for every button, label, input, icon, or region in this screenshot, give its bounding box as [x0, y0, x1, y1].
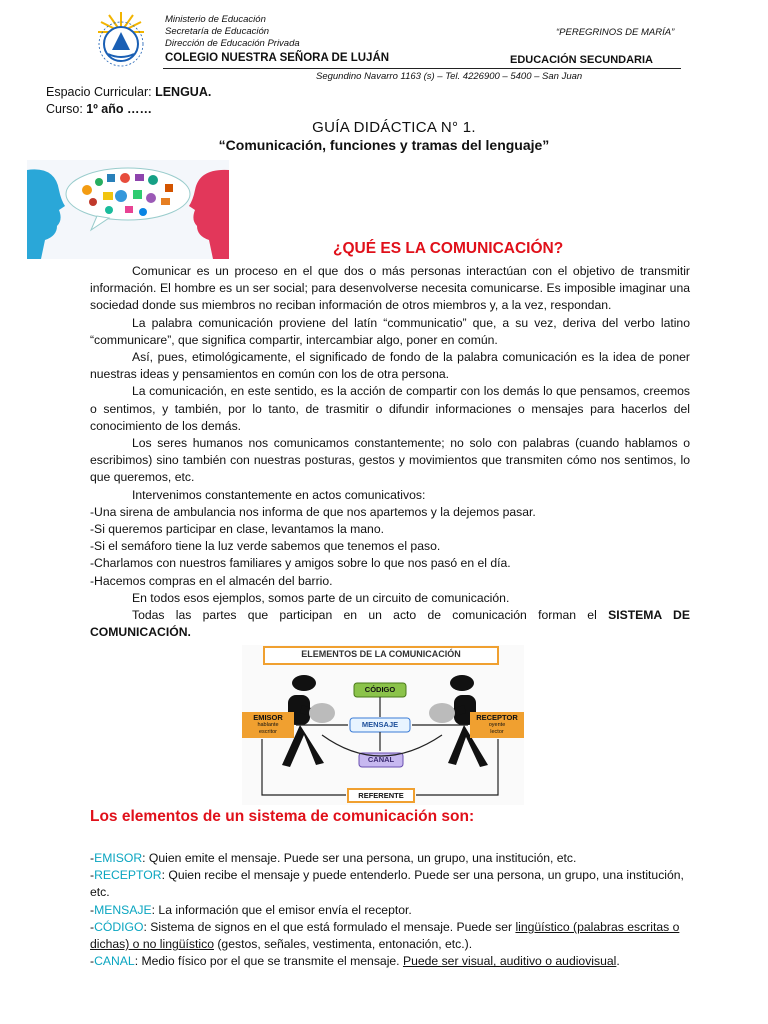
diagram-emisor-sub2: escritor — [258, 729, 278, 735]
element-underlined: Puede ser visual, auditivo o audiovisual — [402, 954, 617, 969]
paragraph-system-text: Todas las partes que participan en un acto de comunicación forman el — [132, 608, 609, 623]
guide-subtitle: “Comunicación, funciones y tramas del lenguaje” — [218, 137, 550, 153]
paragraph: La comunicación, en este sentido, es la acción de compartir con los demás lo que pensamos, creemos o sentimos, y también, por lo tanto, de trasmitir o difundir informaciones o mensajes para hacerlos del conocimiento de los demás. — [90, 384, 690, 433]
element-key: CÓDIGO — [94, 919, 144, 934]
element-text: : Quien recibe el mensaje y puede entenderlo. Puede ser una persona, un grupo, una institución, etc. — [90, 868, 684, 900]
header-school: COLEGIO NUESTRA SEÑORA DE LUJÁN — [165, 52, 390, 64]
section-heading-elements: Los elementos de un sistema de comunicación son: — [90, 808, 475, 825]
diagram-receptor: RECEPTOR — [476, 713, 518, 722]
communication-illustration — [27, 160, 229, 259]
element-codigo: -CÓDIGO: Sistema de signos en el que está formulado el mensaje. Puede ser lingüístico (palabras escritas o dichas) o no lingüístico (gestos, señales, vestimenta, entonación, etc.). — [90, 919, 680, 952]
header-address: Segundino Navarro 1163 (s) – Tel. 4226900 – 5400 – San Juan — [316, 71, 583, 82]
section1-body — [90, 263, 690, 641]
element-key: CANAL — [94, 954, 135, 969]
diagram-mensaje: MENSAJE — [361, 720, 399, 729]
paragraph: Así, pues, etimológicamente, el significado de fondo de la palabra comunicación es la idea de poner nuestras ideas y pensamientos en común con los de otra persona. — [90, 350, 690, 382]
list-item: -Una sirena de ambulancia nos informa de que nos apartemos y la dejemos pasar. — [90, 504, 536, 519]
element-text: : Sistema de signos en el que está formulado el mensaje. Puede ser — [143, 919, 516, 934]
paragraph: En todos esos ejemplos, somos parte de un circuito de comunicación. — [132, 590, 510, 605]
list-item: -Charlamos con nuestros familiares y amigos sobre lo que nos pasó en el día. — [90, 556, 511, 571]
element-text: : Medio físico por el que se transmite el mensaje. — [134, 954, 403, 969]
element-text: : La información que el emisor envía el receptor. — [151, 902, 412, 917]
diagram-emisor-sub1: hablante — [257, 722, 279, 728]
diagram-canal: CANAL — [367, 755, 395, 764]
element-mensaje: -MENSAJE: La información que el emisor envía el receptor. — [90, 902, 412, 917]
header-motto: “PEREGRINOS DE MARÍA” — [556, 27, 675, 38]
list-item: -Si el semáforo tiene la luz verde sabemos que tenemos el paso. — [90, 539, 441, 554]
paragraph-system — [90, 607, 690, 641]
paragraph: Comunicar es un proceso en el que dos o más personas interactúan con el objetivo de transmitir información. El hombre es un ser social; para desenvolverse necesita comunicarse. Es imposible imaginar una sociedad donde sus miembros no reciban información de otros miembros y, a la vez, respondan. — [90, 264, 690, 313]
element-text-tail: . — [616, 954, 620, 969]
element-underlined: lingüístico (palabras escritas o dichas) o no lingüístico — [90, 919, 680, 952]
paragraph: La palabra comunicación proviene del latín “communicatio” que, a su vez, deriva del verbo latino “communicare”, que significa compartir, intercambiar algo, poner en común. — [90, 315, 690, 347]
diagram-title: ELEMENTOS DE LA COMUNICACIÓN — [301, 649, 461, 659]
element-text: : Quien emite el mensaje. Puede ser una persona, un grupo, una institución, etc. — [142, 851, 577, 865]
system-term: SISTEMA DE COMUNICACIÓN. — [90, 608, 690, 640]
diagram-receptor-sub1: oyente — [488, 722, 506, 728]
course — [46, 102, 152, 116]
elements-list — [90, 850, 692, 970]
list-item: -Si queremos participar en clase, levantamos la mano. — [90, 522, 384, 537]
paragraph: Los seres humanos nos comunicamos constantemente; no solo con palabras (cuando hablamos o escribimos) sino también con nuestras posturas, gestos y movimientos que transmiten cómo nos sentimos, lo que queremos, etc. — [90, 436, 690, 485]
element-key: RECEPTOR — [94, 868, 162, 883]
diagram-emisor: EMISOR — [253, 713, 283, 722]
list-item: -Hacemos compras en el almacén del barrio. — [90, 573, 333, 588]
school-logo — [94, 10, 148, 68]
header-secretary: Secretaría de Educación — [165, 26, 270, 37]
paragraph: Intervenimos constantemente en actos comunicativos: — [132, 487, 426, 502]
header-direction: Dirección de Educación Privada — [165, 38, 300, 49]
element-key: EMISOR — [94, 851, 143, 865]
element-receptor: -RECEPTOR: Quien recibe el mensaje y puede entenderlo. Puede ser una persona, un grupo, una institución, etc. — [90, 868, 684, 900]
element-canal: -CANAL: Medio físico por el que se transmite el mensaje. Puede ser visual, auditivo o audiovisual. — [90, 954, 620, 969]
communication-elements-diagram — [242, 645, 524, 805]
curricular-space — [46, 85, 211, 99]
element-emisor: -EMISOR: Quien emite el mensaje. Puede ser una persona, un grupo, una institución, etc. — [90, 851, 577, 865]
curricular-space-value: LENGUA. — [155, 85, 212, 99]
header-level: EDUCACIÓN SECUNDARIA — [510, 54, 654, 66]
guide-title: GUÍA DIDÁCTICA N° 1. — [312, 119, 476, 136]
diagram-codigo: CÓDIGO — [364, 685, 396, 694]
curricular-space-label: Espacio Curricular: — [46, 85, 156, 99]
element-key: MENSAJE — [94, 902, 152, 917]
section-heading-what-is: ¿QUÉ ES LA COMUNICACIÓN? — [333, 240, 564, 257]
element-text-tail: (gestos, señales, vestimenta, entonación, etc.). — [213, 937, 473, 952]
header-ministry: Ministerio de Educación — [165, 14, 266, 25]
course-value: 1º año …… — [86, 102, 152, 116]
diagram-receptor-sub2: lector — [490, 729, 504, 735]
header-rule — [163, 68, 681, 69]
course-label: Curso: — [46, 102, 87, 116]
diagram-referente: REFERENTE — [358, 791, 404, 800]
